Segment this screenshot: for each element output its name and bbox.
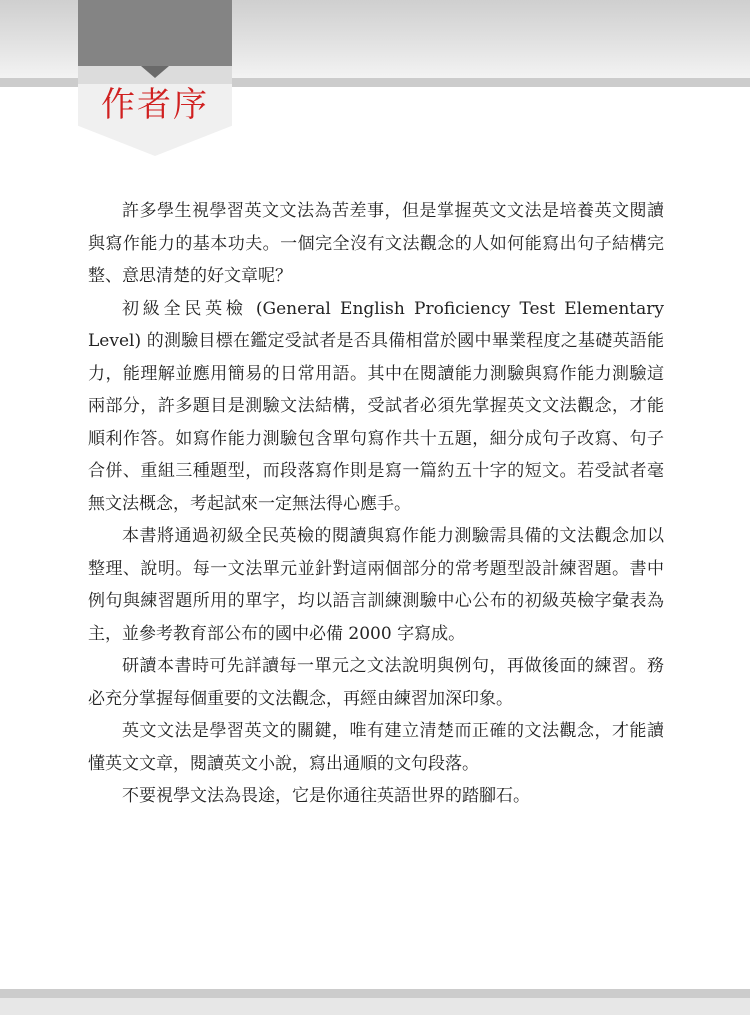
bottom-band bbox=[0, 998, 750, 1015]
chevron-down-icon bbox=[141, 66, 169, 78]
paragraph: 初級全民英檢 (General English Proficiency Test Elementary Level) 的測驗目標在鑑定受試者是否具備相當於國中畢業程度之基礎英語能力，能理解並應用簡易的日常用語。其中在閱讀能力測驗與寫作能力測驗這兩部分，許多題目是測驗文法結構，受試者必須先掌握英文文法觀念，才能順利作答。如寫作能力測驗包含單句寫作共十五題，細分成句子改寫、句子合併、重組三種題型，而段落寫作則是寫一篇約五十字的短文。若受試者毫無文法概念，考起試來一定無法得心應手。 bbox=[88, 298, 664, 514]
paragraph: 不要視學文法為畏途，它是你通往英語世界的踏腳石。 bbox=[122, 786, 530, 806]
preface-body bbox=[88, 195, 664, 813]
header-tab bbox=[78, 0, 232, 68]
page-title: 作者序 bbox=[101, 85, 209, 125]
paragraph: 研讀本書時可先詳讀每一單元之文法說明與例句，再做後面的練習。務必充分掌握每個重要的文法觀念，再經由練習加深印象。 bbox=[88, 656, 664, 709]
paragraph: 許多學生視學習英文文法為苦差事，但是掌握英文文法是培養英文閱讀與寫作能力的基本功夫。一個完全沒有文法觀念的人如何能寫出句子結構完整、意思清楚的好文章呢？ bbox=[88, 201, 664, 286]
paragraph: 本書將通過初級全民英檢的閱讀與寫作能力測驗需具備的文法觀念加以整理、說明。每一文法單元並針對這兩個部分的常考題型設計練習題。書中例句與練習題所用的單字，均以語言訓練測驗中心公布的初級英檢字彙表為主，並參考教育部公布的國中必備 2000 字寫成。 bbox=[88, 526, 664, 644]
bottom-divider bbox=[0, 989, 750, 998]
paragraph: 英文文法是學習英文的關鍵，唯有建立清楚而正確的文法觀念，才能讀懂英文文章，閱讀英文小說，寫出通順的文句段落。 bbox=[88, 721, 664, 774]
